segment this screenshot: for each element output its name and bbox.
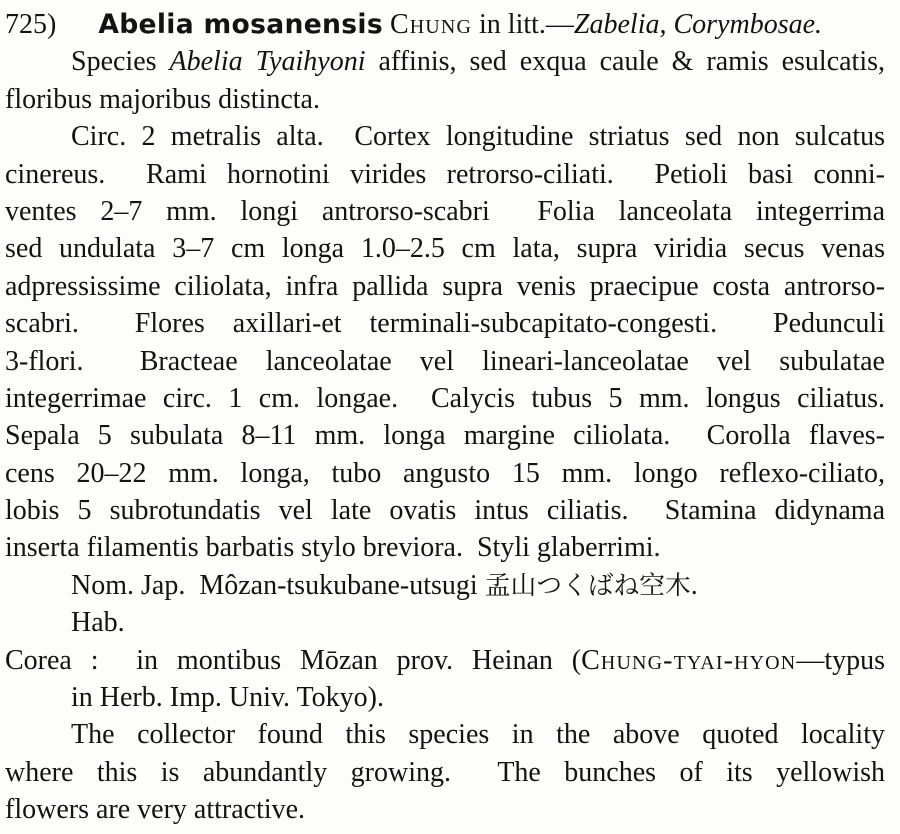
- text-line: [5, 343, 885, 380]
- text-segment: cens 20–22 mm. longa, tubo angusto 15 mm. longo reflexo-ciliato,: [5, 457, 885, 489]
- text-segment: Circ. 2 metralis alta. Cortex longitudine striatus sed non sulcatus: [71, 121, 885, 153]
- text-segment: affinis, sed exqua caule & ramis esulcatis,: [365, 46, 885, 78]
- author-name: Chung-tyai-hyon: [581, 644, 797, 676]
- text-segment: cinereus. Rami hornotini virides retrorso-ciliati. Petioli basi conni-: [5, 158, 885, 190]
- text-line: [5, 492, 885, 529]
- text-segment: integerrimae circ. 1 cm. longae. Calycis tubus 5 mm. longus ciliatus.: [5, 382, 885, 414]
- text-segment: in Herb. Imp. Univ. Tokyo).: [71, 682, 385, 714]
- description-latin: [5, 118, 885, 567]
- locality: [5, 642, 885, 717]
- text-segment: adpressissime ciliolata, infra pallida supra venis praecipue costa antrorso-: [5, 270, 885, 302]
- text-segment: sed undulata 3–7 cm longa 1.0–2.5 cm lata, supra viridia secus venas: [5, 233, 885, 265]
- text-line: [5, 716, 885, 753]
- text-line: [5, 455, 885, 492]
- text-line: [5, 230, 885, 267]
- text-line: [5, 604, 885, 641]
- collector-note: [5, 716, 885, 828]
- text-segment: .: [690, 569, 698, 601]
- text-line: [5, 81, 885, 118]
- text-segment: [383, 9, 390, 40]
- text-line: [5, 417, 885, 454]
- text-segment: Corea : in montibus Mōzan prov. Heinan (: [5, 644, 582, 676]
- japanese-name: [5, 567, 885, 604]
- text-segment: flowers are very attractive.: [5, 794, 306, 826]
- text-segment: lobis 5 subrotundatis vel late ovatis intus ciliatis. Stamina didynama: [5, 495, 885, 527]
- text-segment: —typus: [796, 644, 885, 676]
- text-line: [5, 156, 885, 193]
- author-name: Chung: [389, 9, 473, 40]
- text-line: [5, 791, 885, 828]
- text-line: [5, 43, 885, 80]
- text-segment: Sepala 5 subulata 8–11 mm. longa margine ciliolata. Corolla flaves-: [5, 420, 885, 452]
- text-line: [5, 380, 885, 417]
- text-segment: ventes 2–7 mm. longi antrorso-scabri Folia lanceolata integerrima: [5, 195, 885, 227]
- text-line: [5, 118, 885, 155]
- text-segment: 3-flori. Bracteae lanceolatae vel lineari-lanceolatae vel subulatae: [5, 345, 885, 377]
- text-line: [5, 642, 885, 679]
- text-segment: Abelia mosanensis: [98, 9, 383, 40]
- text-line: [5, 305, 885, 342]
- text-segment: Species: [71, 46, 170, 78]
- text-line: [5, 567, 885, 604]
- text-segment: in litt.—: [472, 9, 574, 40]
- text-line: [5, 679, 885, 716]
- text-segment: scabri. Flores axillari-et terminali-subcapitato-congesti. Pedunculi: [5, 308, 885, 340]
- species-heading: [5, 6, 885, 43]
- japanese-text: 孟山つくばね空木: [484, 570, 691, 601]
- text-segment: inserta filamentis barbatis stylo breviora. Styli glaberrimi.: [5, 532, 661, 564]
- text-segment: Nom. Jap. Môzan-tsukubane-utsugi: [71, 569, 485, 601]
- text-line: [5, 529, 885, 566]
- text-segment: floribus majoribus distincta.: [5, 83, 320, 115]
- text-line: [5, 193, 885, 230]
- text-line: [5, 6, 885, 43]
- text-line: [5, 268, 885, 305]
- text-line: [5, 754, 885, 791]
- text-segment: where this is abundantly growing. The bunches of its yellowish: [5, 756, 885, 788]
- text-segment: Abelia Tyaihyoni: [169, 46, 366, 78]
- text-segment: Hab.: [71, 607, 125, 639]
- diagnosis: [5, 43, 885, 118]
- text-segment: The collector found this species in the above quoted locality: [71, 719, 885, 751]
- text-segment: 725): [5, 9, 99, 40]
- habitat-label: [5, 604, 885, 641]
- text-segment: Zabelia, Corymbosae.: [573, 9, 823, 40]
